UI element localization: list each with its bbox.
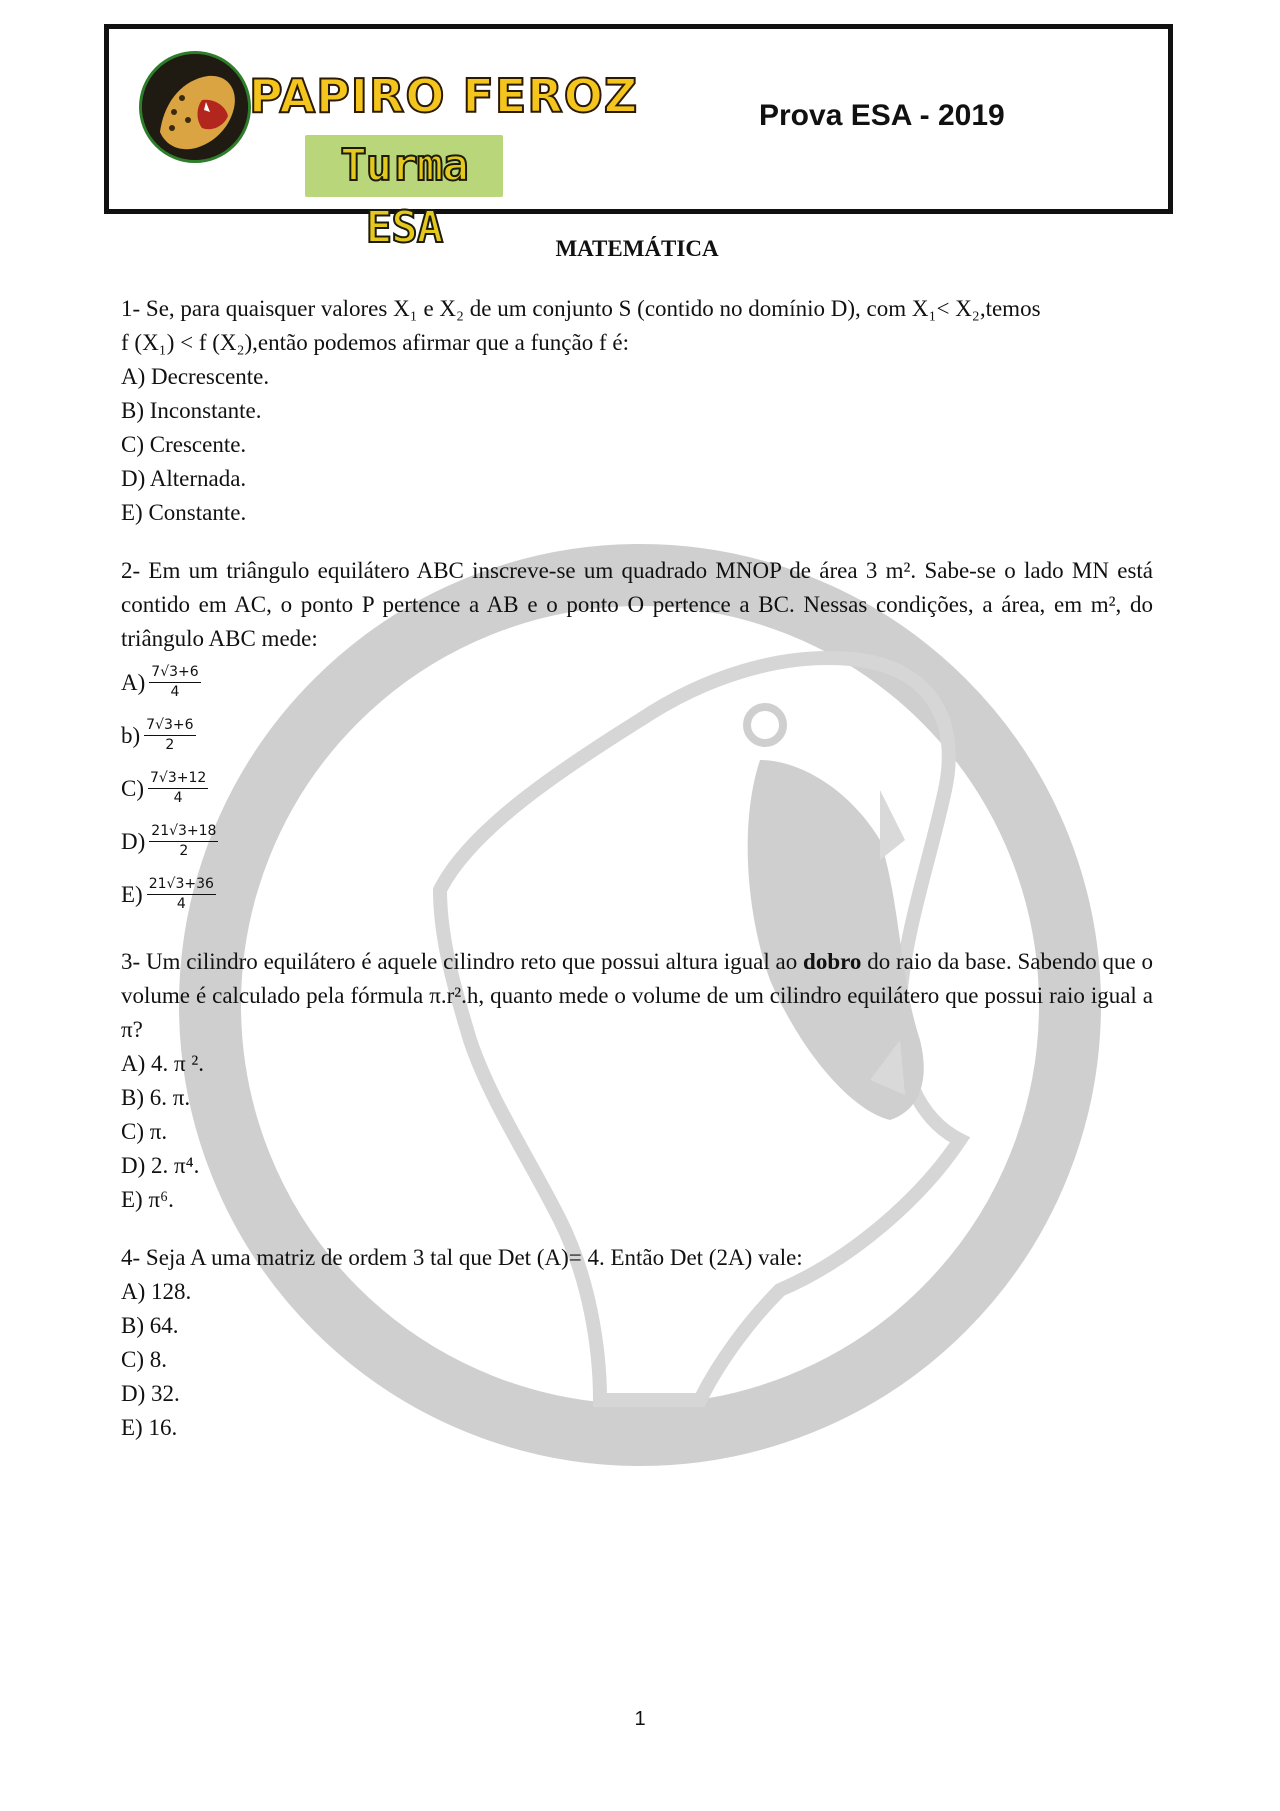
question-3	[121, 945, 1153, 1217]
q2-option-b	[121, 709, 1153, 762]
q2-option-d	[121, 815, 1153, 868]
q3-option-c: C) π.	[121, 1119, 168, 1144]
fraction	[148, 770, 208, 807]
question-4	[121, 1241, 1153, 1445]
fraction	[144, 717, 195, 754]
q1-option-c: C) Crescente.	[121, 432, 247, 457]
q4-option-e: E) 16.	[121, 1415, 178, 1440]
q2-option-e	[121, 868, 1153, 921]
numerator: 7√3+12	[148, 770, 208, 789]
document-body	[121, 236, 1153, 1469]
question-1-stem-line1: 1- Se, para quaisquer valores X₁ e X₂ de um conjunto S (contido no domínio D), com X₁< X₂,temos	[121, 296, 1041, 321]
brand-name: PAPIRO FEROZ	[249, 69, 639, 123]
question-3-stem-part2: do raio da base. Sabendo que o volume é calculado pela fórmula π.r².h, quanto mede o volume de um cilindro equilátero que possui raio igual a π?	[121, 949, 1153, 1042]
option-letter: C)	[121, 775, 144, 801]
numerator: 21√3+18	[149, 823, 218, 842]
q1-option-b: B) Inconstante.	[121, 398, 262, 423]
question-1	[121, 292, 1153, 530]
option-letter: D)	[121, 828, 146, 854]
page-number: 1	[634, 1708, 646, 1730]
denominator: 2	[165, 737, 175, 753]
denominator: 2	[179, 843, 189, 859]
question-2	[121, 554, 1153, 921]
option-letter: E)	[121, 881, 143, 907]
fraction	[147, 876, 216, 913]
numerator: 7√3+6	[144, 717, 195, 736]
q2-option-a	[121, 656, 1153, 709]
question-2-stem: 2- Em um triângulo equilátero ABC inscreve-se um quadrado MNOP de área 3 m². Sabe-se o lado MN está contido em AC, o ponto P pertence a AB e o ponto O pertence a BC. Nessas condições, a área, em m², do triângulo ABC mede:	[121, 558, 1153, 651]
section-title: MATEMÁTICA	[555, 236, 719, 261]
question-4-stem: 4- Seja A uma matriz de ordem 3 tal que Det (A)= 4. Então Det (2A) vale:	[121, 1245, 803, 1270]
denominator: 4	[173, 790, 183, 806]
q3-option-b: B) 6. π.	[121, 1085, 191, 1110]
q4-option-c: C) 8.	[121, 1347, 167, 1372]
q4-option-a: A) 128.	[121, 1279, 192, 1304]
q4-option-d: D) 32.	[121, 1381, 180, 1406]
question-3-stem-bold: dobro	[803, 949, 862, 974]
q2-option-c	[121, 762, 1153, 815]
question-1-stem-line2: f (X₁) < f (X₂),então podemos afirmar que a função f é:	[121, 330, 629, 355]
brand-subtitle: Turma ESA	[305, 135, 503, 197]
q3-option-d: D) 2. π⁴.	[121, 1153, 200, 1178]
denominator: 4	[176, 896, 186, 912]
numerator: 21√3+36	[147, 876, 216, 895]
q1-option-e: E) Constante.	[121, 500, 247, 525]
question-3-stem	[121, 945, 1153, 1047]
exam-title: Prova ESA - 2019	[759, 99, 1005, 132]
denominator: 4	[170, 684, 180, 700]
question-3-stem-part1: 3- Um cilindro equilátero é aquele cilindro reto que possui altura igual ao	[121, 949, 804, 974]
q1-option-a: A) Decrescente.	[121, 364, 270, 389]
q3-option-a: A) 4. π ².	[121, 1051, 205, 1076]
fraction	[149, 823, 218, 860]
jaguar-logo-icon	[139, 51, 251, 163]
fraction	[149, 664, 200, 701]
q1-option-d: D) Alternada.	[121, 466, 247, 491]
numerator: 7√3+6	[149, 664, 200, 683]
q3-option-e: E) π⁶.	[121, 1187, 174, 1212]
option-letter: b)	[121, 722, 141, 748]
option-letter: A)	[121, 669, 146, 695]
q4-option-b: B) 64.	[121, 1313, 179, 1338]
